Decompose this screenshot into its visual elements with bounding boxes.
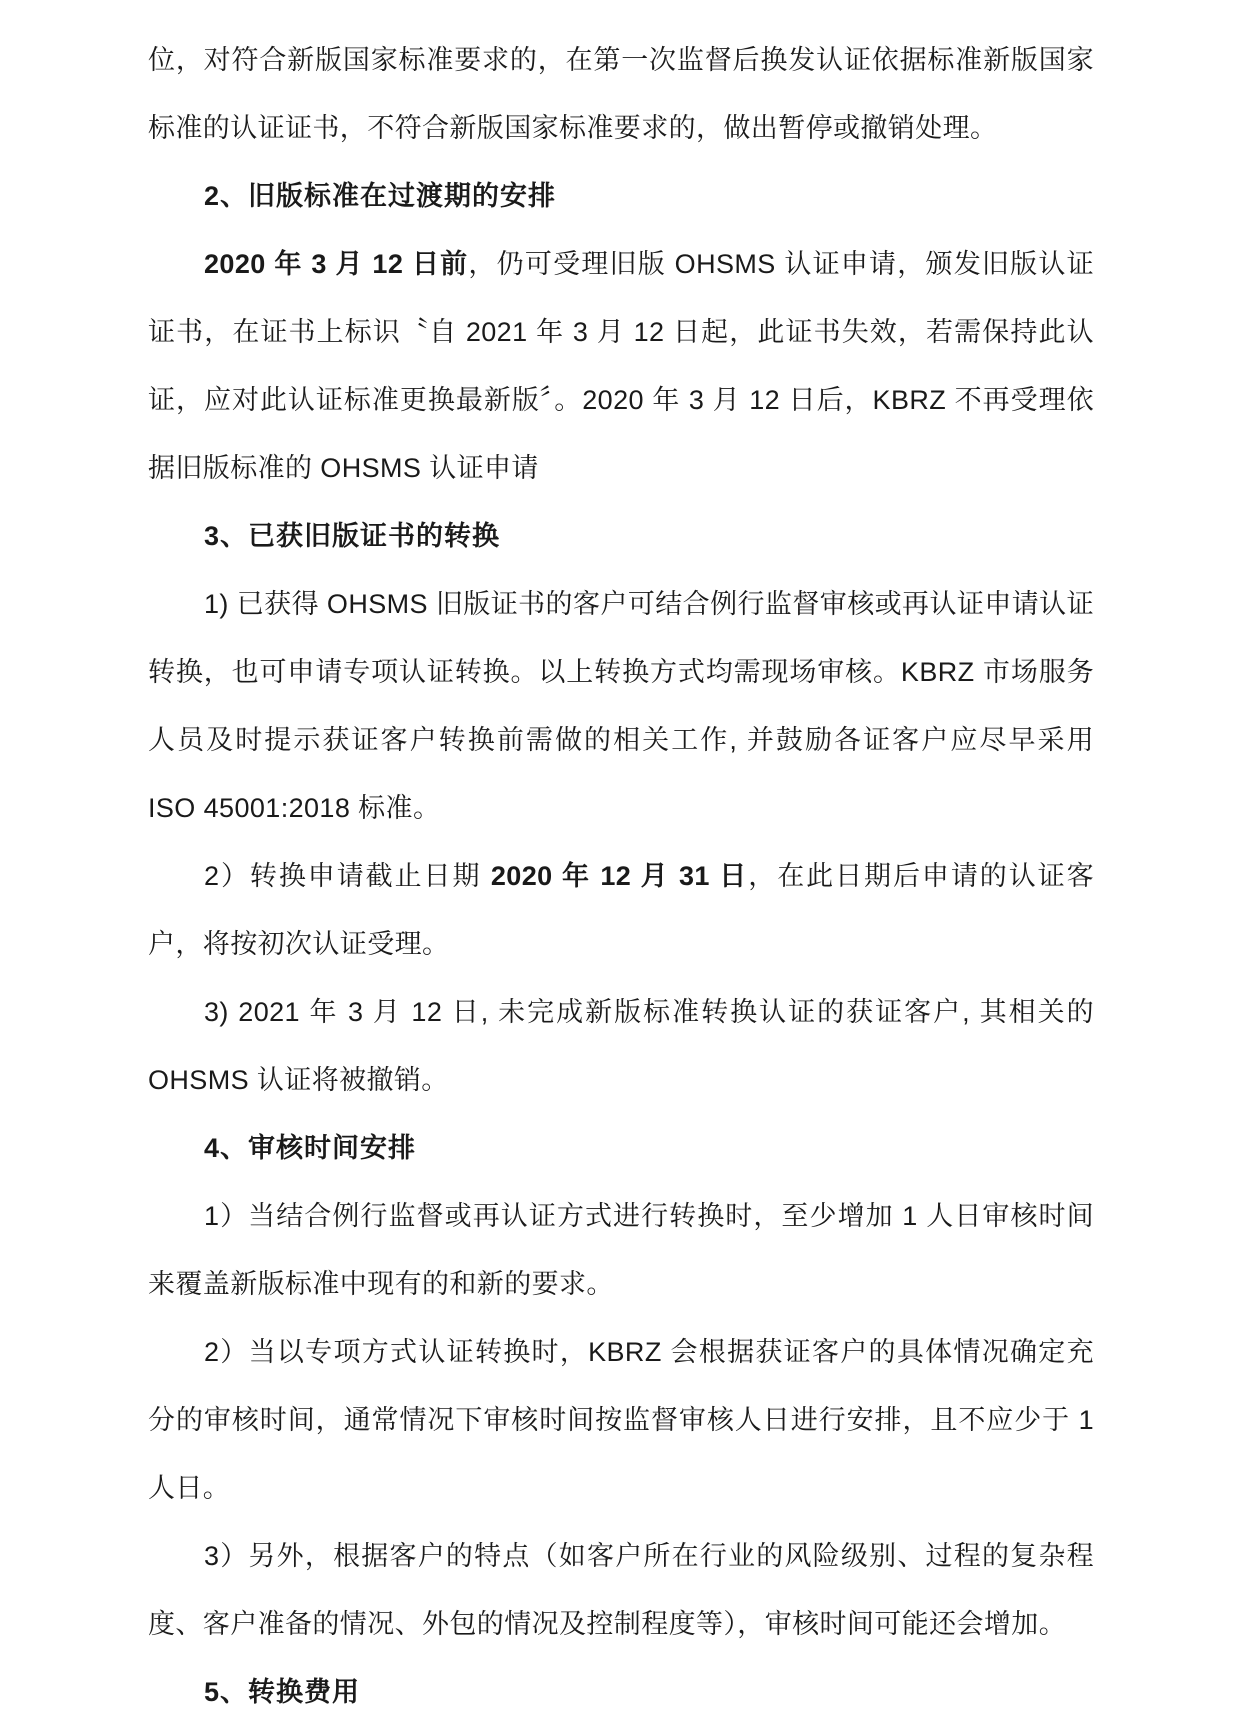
heading-section-2: 2、旧版标准在过渡期的安排 xyxy=(204,181,557,211)
paragraph-4-1: 1）当结合例行监督或再认证方式进行转换时，至少增加 1 人日审核时间来覆盖新版标准中现有的和新的要求。 xyxy=(148,1201,1094,1299)
document-body xyxy=(148,26,1094,1726)
paragraph-3-3: 3) 2021 年 3 月 12 日, 未完成新版标准转换认证的获证客户, 其相关的 OHSMS 认证将被撤销。 xyxy=(148,997,1094,1095)
heading-section-3: 3、已获旧版证书的转换 xyxy=(204,521,501,551)
paragraph-continued: 位，对符合新版国家标准要求的，在第一次监督后换发认证依据标准新版国家标准的认证证书，不符合新版国家标准要求的，做出暂停或撤销处理。 xyxy=(148,45,1094,143)
paragraph-3-1: 1) 已获得 OHSMS 旧版证书的客户可结合例行监督审核或再认证申请认证转换，也可申请专项认证转换。以上转换方式均需现场审核。KBRZ 市场服务人员及时提示获证客户转换前需做的相关工作, 并鼓励各证客户应尽早采用 ISO 45001:2018 标准。 xyxy=(148,589,1094,823)
paragraph-3-2-text-tail: ，在此日期后申请的认证客户，将按初次认证受理。 xyxy=(148,861,1094,959)
paragraph-3-2-bold-date: 2020 年 12 月 31 日 xyxy=(490,861,749,891)
paragraph-3-2 xyxy=(148,842,1094,978)
paragraph-3-2-text-lead: 2）转换申请截止日期 xyxy=(204,861,491,891)
heading-section-4: 4、审核时间安排 xyxy=(204,1133,417,1163)
paragraph-4-3: 3）另外，根据客户的特点（如客户所在行业的风险级别、过程的复杂程度、客户准备的情况、外包的情况及控制程度等），审核时间可能还会增加。 xyxy=(148,1541,1094,1639)
paragraph-2-1-bold-date: 2020 年 3 月 12 日前 xyxy=(204,249,469,279)
paragraph-4-2: 2）当以专项方式认证转换时，KBRZ 会根据获证客户的具体情况确定充分的审核时间，通常情况下审核时间按监督审核人日进行安排，且不应少于 1 人日。 xyxy=(148,1337,1094,1503)
heading-section-5: 5、转换费用 xyxy=(204,1677,361,1707)
paragraph-2-1 xyxy=(148,230,1094,502)
paragraph-2-1-text: ，仍可受理旧版 OHSMS 认证申请，颁发旧版认证证书，在证书上标识〝自 2021 年 3 月 12 日起，此证书失效，若需保持此认证，应对此认证标准更换最新版〞。2020 年 3 月 12 日后，KBRZ 不再受理依据旧版标准的 OHSMS 认证申请 xyxy=(148,249,1094,483)
